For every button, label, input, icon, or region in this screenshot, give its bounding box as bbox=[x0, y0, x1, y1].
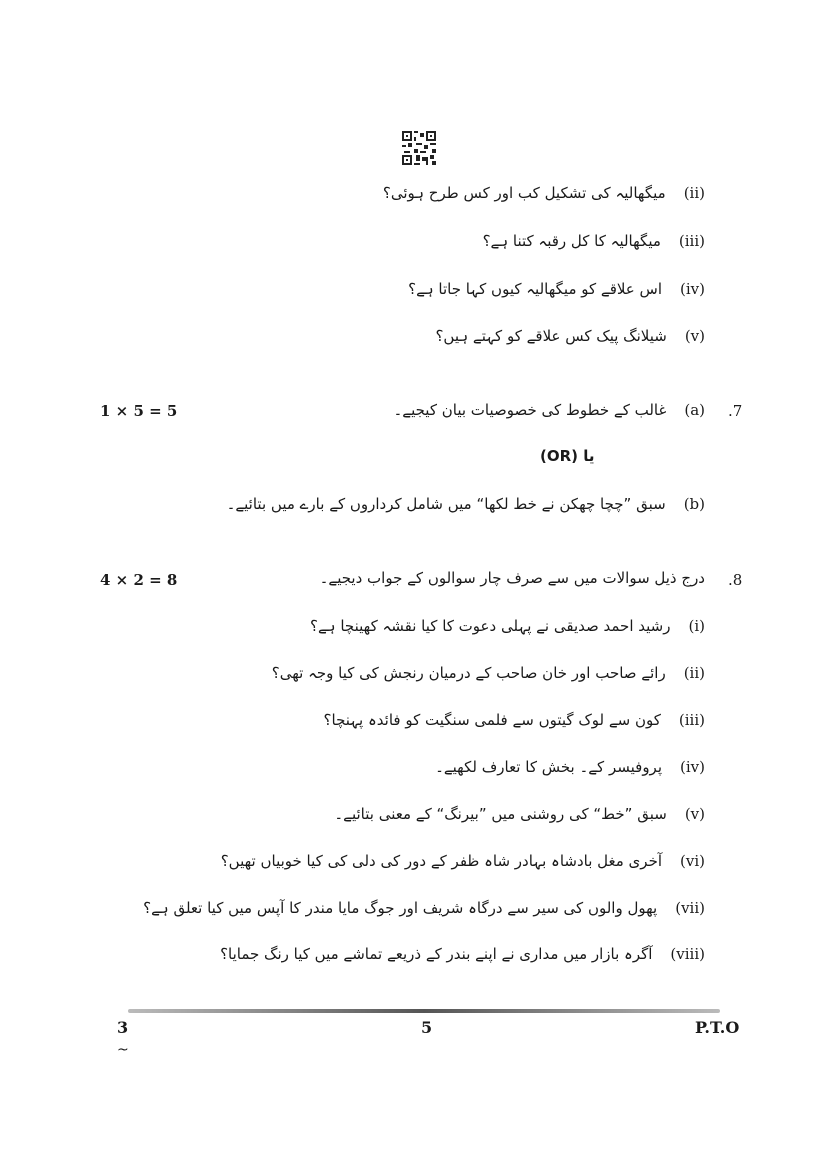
instruction-text: درج ذیل سوالات میں سے صرف چار سوالوں کے جواب دیجیے۔ bbox=[319, 569, 705, 587]
part-text: آخری مغل بادشاہ بہادر شاہ ظفر کے دور کی دلی کی کیا خوبیاں تھیں؟ bbox=[220, 852, 663, 870]
q8-part-viii bbox=[220, 939, 705, 969]
q6-part-iii bbox=[483, 226, 705, 256]
q8-part-iii bbox=[324, 705, 705, 735]
part-number: (vi) bbox=[680, 852, 705, 870]
footer-left-number: 3 bbox=[117, 1018, 129, 1037]
part-text: کون سے لوک گیتوں سے فلمی سنگیت کو فائدہ پہنچا؟ bbox=[323, 711, 661, 729]
part-text: پروفیسر کے۔ بخش کا تعارف لکھیے۔ bbox=[435, 758, 663, 776]
part-text: سبق ”خط“ کی روشنی میں ”بیرنگ“ کے معنی بتائیے۔ bbox=[334, 805, 667, 823]
q7-part-b bbox=[227, 489, 705, 519]
part-number: (a) bbox=[684, 401, 705, 419]
part-number: (i) bbox=[688, 617, 705, 635]
footer-mark: ~ bbox=[117, 1042, 129, 1058]
part-number: (iii) bbox=[678, 232, 705, 250]
q7-part-a bbox=[394, 395, 705, 425]
pto-label: P.T.O bbox=[695, 1018, 740, 1037]
part-number: (ii) bbox=[683, 664, 705, 682]
part-number: (viii) bbox=[670, 945, 705, 963]
part-number: (iii) bbox=[678, 711, 705, 729]
q8-part-i bbox=[310, 611, 705, 641]
q8-instruction bbox=[320, 563, 705, 593]
part-text: آگرہ بازار میں مداری نے اپنے بندر کے ذریعے تماشے میں کیا رنگ جمایا؟ bbox=[220, 945, 653, 963]
part-text: اس علاقے کو میگھالیہ کیوں کہا جاتا ہے؟ bbox=[408, 280, 663, 298]
part-text: پھول والوں کی سیر سے درگاہ شریف اور جوگ مایا مندر کا آپس میں کیا تعلق ہے؟ bbox=[143, 899, 658, 917]
part-number: (vii) bbox=[675, 899, 705, 917]
qr-code bbox=[402, 131, 436, 165]
q7-number: .7 bbox=[728, 402, 743, 420]
q8-part-v bbox=[334, 799, 705, 829]
q8-marks: 4 × 2 = 8 bbox=[100, 571, 178, 589]
part-text: سبق ”چچا چھکن نے خط لکھا“ میں شامل کرداروں کے بارے میں بتائیے۔ bbox=[226, 495, 666, 513]
q7-marks: 1 × 5 = 5 bbox=[100, 402, 178, 420]
page-number: 5 bbox=[421, 1018, 433, 1037]
q6-part-ii bbox=[383, 178, 705, 208]
part-text: میگھالیہ کی تشکیل کب اور کس طرح ہوئی؟ bbox=[382, 184, 666, 202]
part-number: (iv) bbox=[680, 280, 705, 298]
q8-part-iv bbox=[435, 752, 705, 782]
part-number: (ii) bbox=[683, 184, 705, 202]
q6-part-v bbox=[435, 321, 705, 351]
part-text: رائے صاحب اور خان صاحب کے درمیان رنجش کی کیا وجہ تھی؟ bbox=[271, 664, 666, 682]
part-number: (b) bbox=[683, 495, 705, 513]
q8-part-vii bbox=[143, 893, 705, 923]
q8-number: .8 bbox=[728, 571, 743, 589]
q8-part-ii bbox=[272, 658, 705, 688]
part-number: (iv) bbox=[680, 758, 705, 776]
part-text: رشید احمد صدیقی نے پہلی دعوت کا کیا نقشہ کھینچا ہے؟ bbox=[310, 617, 671, 635]
footer-divider bbox=[128, 1009, 720, 1013]
part-text: میگھالیہ کا کل رقبہ کتنا ہے؟ bbox=[482, 232, 661, 250]
part-number: (v) bbox=[684, 327, 705, 345]
part-text: غالب کے خطوط کی خصوصیات بیان کیجیے۔ bbox=[393, 401, 667, 419]
or-label: یا (OR) bbox=[540, 447, 595, 465]
part-number: (v) bbox=[684, 805, 705, 823]
part-text: شیلانگ پیک کس علاقے کو کہتے ہیں؟ bbox=[435, 327, 667, 345]
q8-part-vi bbox=[221, 846, 705, 876]
q6-part-iv bbox=[408, 274, 705, 304]
